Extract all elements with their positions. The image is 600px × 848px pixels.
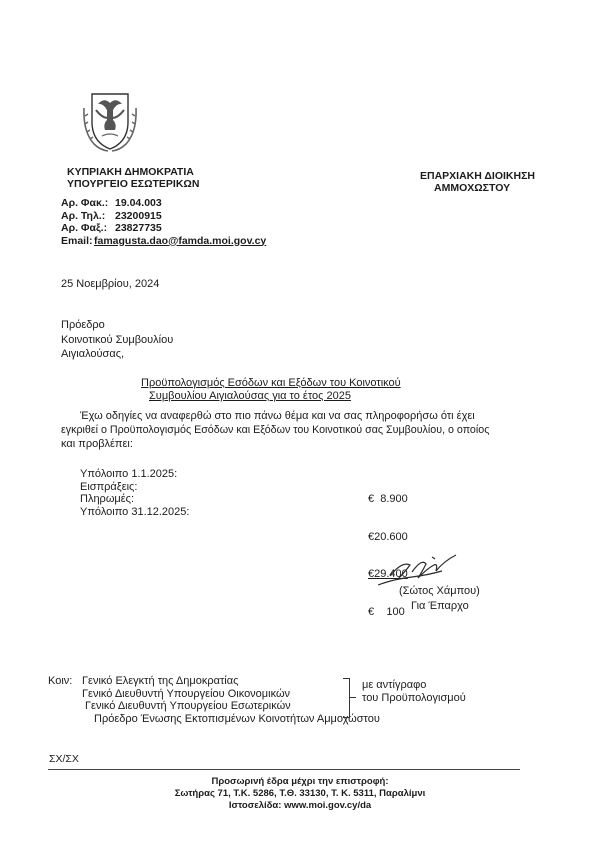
footer-line-1: Προσωρινή έδρα μέχρι την επιστροφή: bbox=[211, 776, 389, 787]
cc-note-line-2: του Προϋπολογισμού bbox=[362, 692, 466, 704]
file-number-row bbox=[61, 197, 266, 210]
phone-row bbox=[61, 210, 266, 223]
signatory-name: (Σώτος Χάμπου) bbox=[399, 585, 480, 597]
fax-row bbox=[61, 222, 266, 235]
cc-bracket bbox=[343, 678, 350, 718]
recipient-block bbox=[61, 318, 173, 362]
email-label: Email: bbox=[61, 234, 93, 247]
reference-initials: ΣΧ/ΣΧ bbox=[49, 753, 79, 765]
contact-label: Αρ. Φαξ.: bbox=[61, 222, 108, 234]
contact-label: Αρ. Φακ.: bbox=[61, 197, 109, 209]
footer-divider bbox=[48, 769, 520, 770]
closing-balance-label: Υπόλοιπο 31.12.2025: bbox=[80, 505, 190, 518]
cc-recipient: Γενικό Διευθυντή Υπουργείου Εσωτερικών bbox=[85, 700, 291, 712]
subject-line-1: Προϋπολογισμός Εσόδων και Εξόδων του Κοινοτικού bbox=[141, 377, 401, 389]
email-link[interactable]: famagusta.dao@famda.moi.gov.cy bbox=[94, 234, 267, 247]
email-row bbox=[61, 235, 266, 248]
closing-balance-value: € 100 bbox=[368, 605, 405, 618]
receipts-label: Εισπράξεις: bbox=[80, 480, 138, 493]
signatory-title: Για Έπαρχο bbox=[411, 600, 469, 612]
contact-label: Αρ. Τηλ.: bbox=[61, 209, 106, 222]
recipient-line-1: Πρόεδρο bbox=[61, 319, 105, 331]
contact-value: 23827735 bbox=[115, 222, 162, 234]
recipient-line-3: Αιγιαλούσας, bbox=[61, 348, 125, 360]
footer-address: Σωτήρας 71, Τ.Κ. 5286, Τ.Θ. 33130, Τ. Κ. 5311, Παραλίμνι bbox=[174, 788, 426, 799]
cc-note-line-1: με αντίγραφο bbox=[362, 679, 427, 691]
payments-value: €29.400 bbox=[368, 568, 408, 580]
cc-bracket-tick bbox=[349, 697, 356, 698]
footer-website[interactable]: Ιστοσελίδα: www.moi.gov.cy/da bbox=[228, 800, 372, 811]
opening-balance-value: € 8.900 bbox=[368, 493, 408, 505]
coat-of-arms-icon bbox=[82, 88, 138, 152]
cc-recipient-list bbox=[82, 675, 380, 725]
payments-label: Πληρωμές: bbox=[80, 493, 135, 505]
body-line-1: Έχω οδηγίες να αναφερθώ στο πιο πάνω θέμα και να σας πληροφορήσω ότι έχει bbox=[80, 410, 475, 422]
cc-label: Κοιν: bbox=[48, 675, 73, 687]
budget-labels bbox=[80, 468, 189, 518]
body-line-2: εγκριθεί ο Προϋπολογισμός Εσόδων και Εξόδων του Κοινοτικού σας Συμβουλίου, ο οποίος bbox=[61, 424, 490, 436]
cc-recipient: Γενικό Ελεγκτή της Δημοκρατίας bbox=[82, 675, 239, 687]
receipts-value: €20.600 bbox=[368, 530, 408, 543]
body-line-3: και προβλέπει: bbox=[61, 438, 133, 450]
ministry-line-2: ΥΠΟΥΡΓΕΙΟ ΕΣΩΤΕΡΙΚΩΝ bbox=[67, 178, 200, 190]
contact-value: 19.04.003 bbox=[115, 197, 162, 209]
district-office-line-1: ΕΠΑΡΧΙΑΚΗ ΔΙΟΙΚΗΣΗ bbox=[420, 170, 535, 182]
cc-recipient: Πρόεδρο Ένωσης Εκτοπισμένων Κοινοτήτων Αμμοχώστου bbox=[94, 712, 380, 725]
district-office-line-2: ΑΜΜΟΧΩΣΤΟΥ bbox=[434, 182, 511, 194]
ministry-line-1: ΚΥΠΡΙΑΚΗ ΔΗΜΟΚΡΑΤΙΑ bbox=[67, 166, 194, 178]
recipient-line-2: Κοινοτικού Συμβουλίου bbox=[61, 333, 174, 346]
letter-date: 25 Νοεμβρίου, 2024 bbox=[61, 278, 160, 290]
opening-balance-label: Υπόλοιπο 1.1.2025: bbox=[80, 468, 178, 480]
contact-value: 23200915 bbox=[115, 209, 162, 222]
cc-recipient: Γενικό Διευθυντή Υπουργείου Οικονομικών bbox=[82, 687, 291, 700]
subject-line-2: Συμβουλίου Αιγιαλούσας για το έτος 2025 bbox=[149, 390, 351, 402]
contact-block bbox=[61, 197, 266, 247]
